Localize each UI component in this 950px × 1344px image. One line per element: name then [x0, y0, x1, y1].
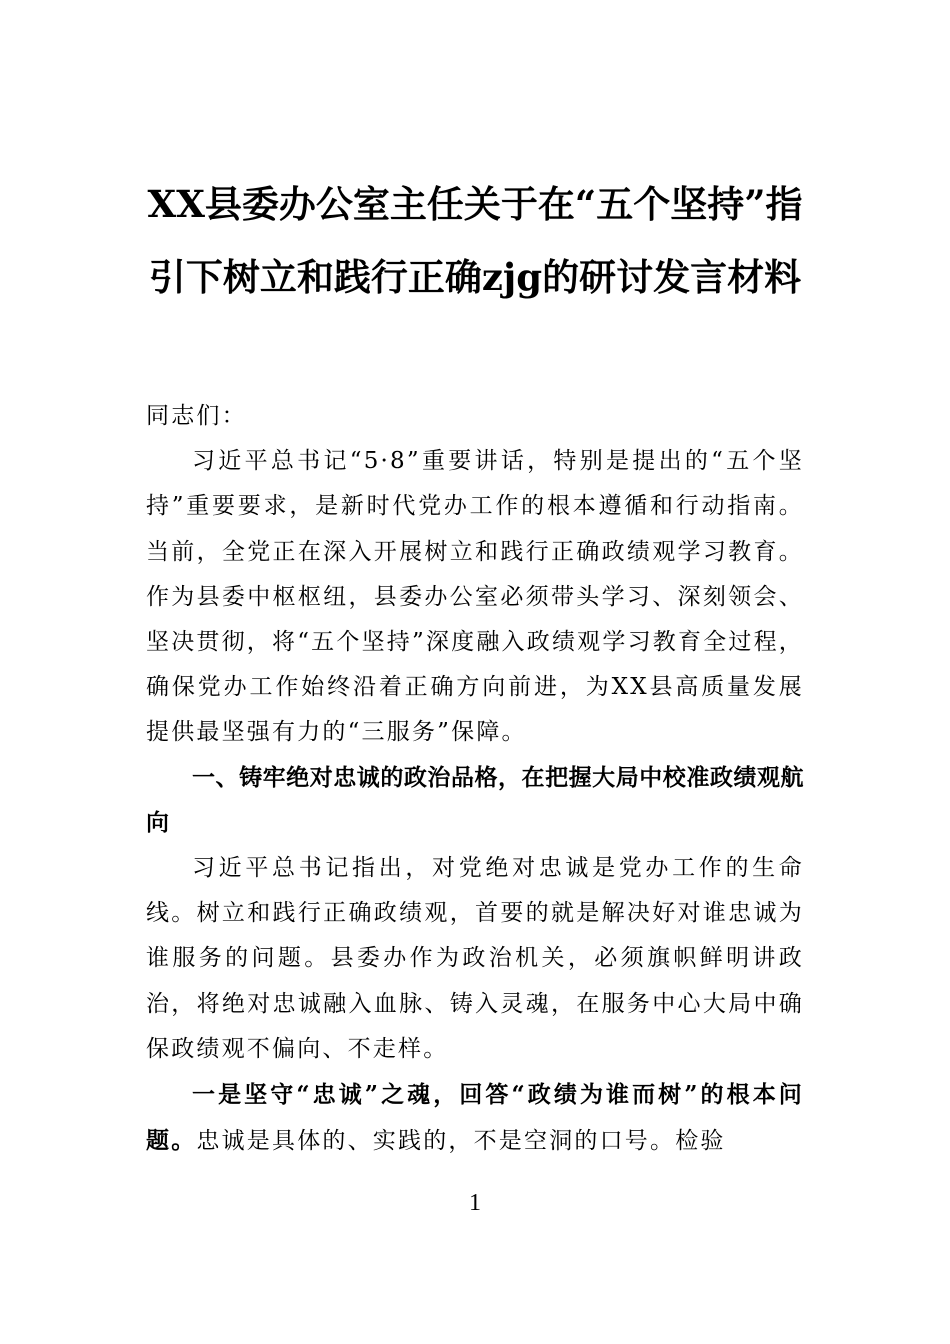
point-1-paragraph	[146, 1072, 804, 1164]
document-title	[145, 168, 805, 314]
document-body	[146, 394, 804, 1164]
section-1-paragraph: 习近平总书记指出，对党绝对忠诚是党办工作的生命线。树立和践行正确政绩观，首要的就是解决好对谁忠诚为谁服务的问题。县委办作为政治机关，必须旗帜鲜明讲政治，将绝对忠诚融入血脉、铸入灵魂，在服务中心大局中确保政绩观不偏向、不走样。	[146, 855, 804, 1062]
intro-paragraph: 习近平总书记“5·8”重要讲话，特别是提出的“五个坚持”重要要求，是新时代党办工作的根本遵循和行动指南。当前，全党正在深入开展树立和践行正确政绩观学习教育。作为县委中枢枢纽，县委办公室必须带头学习、深刻领会、坚决贯彻，将“五个坚持”深度融入政绩观学习教育全过程，确保党办工作始终沿着正确方向前进，为XX县高质量发展提供最坚强有力的“三服务”保障。	[146, 448, 804, 746]
point-1-text: 忠诚是具体的、实践的，不是空洞的口号。检验	[196, 1128, 726, 1155]
page-number: 1	[469, 1190, 481, 1216]
salutation: 同志们：	[146, 403, 247, 429]
point-1-lead: 一是坚守“忠诚”之魂，回答“政绩为谁而树”的根本问题。	[146, 1081, 804, 1155]
title-line-2: 引下树立和践行正确zjg的研讨发言材料	[148, 255, 802, 299]
section-1-heading: 一、铸牢绝对忠诚的政治品格，在把握大局中校准政绩观航向	[146, 764, 804, 836]
title-line-1: XX县委办公室主任关于在“五个坚持”指	[147, 182, 803, 226]
